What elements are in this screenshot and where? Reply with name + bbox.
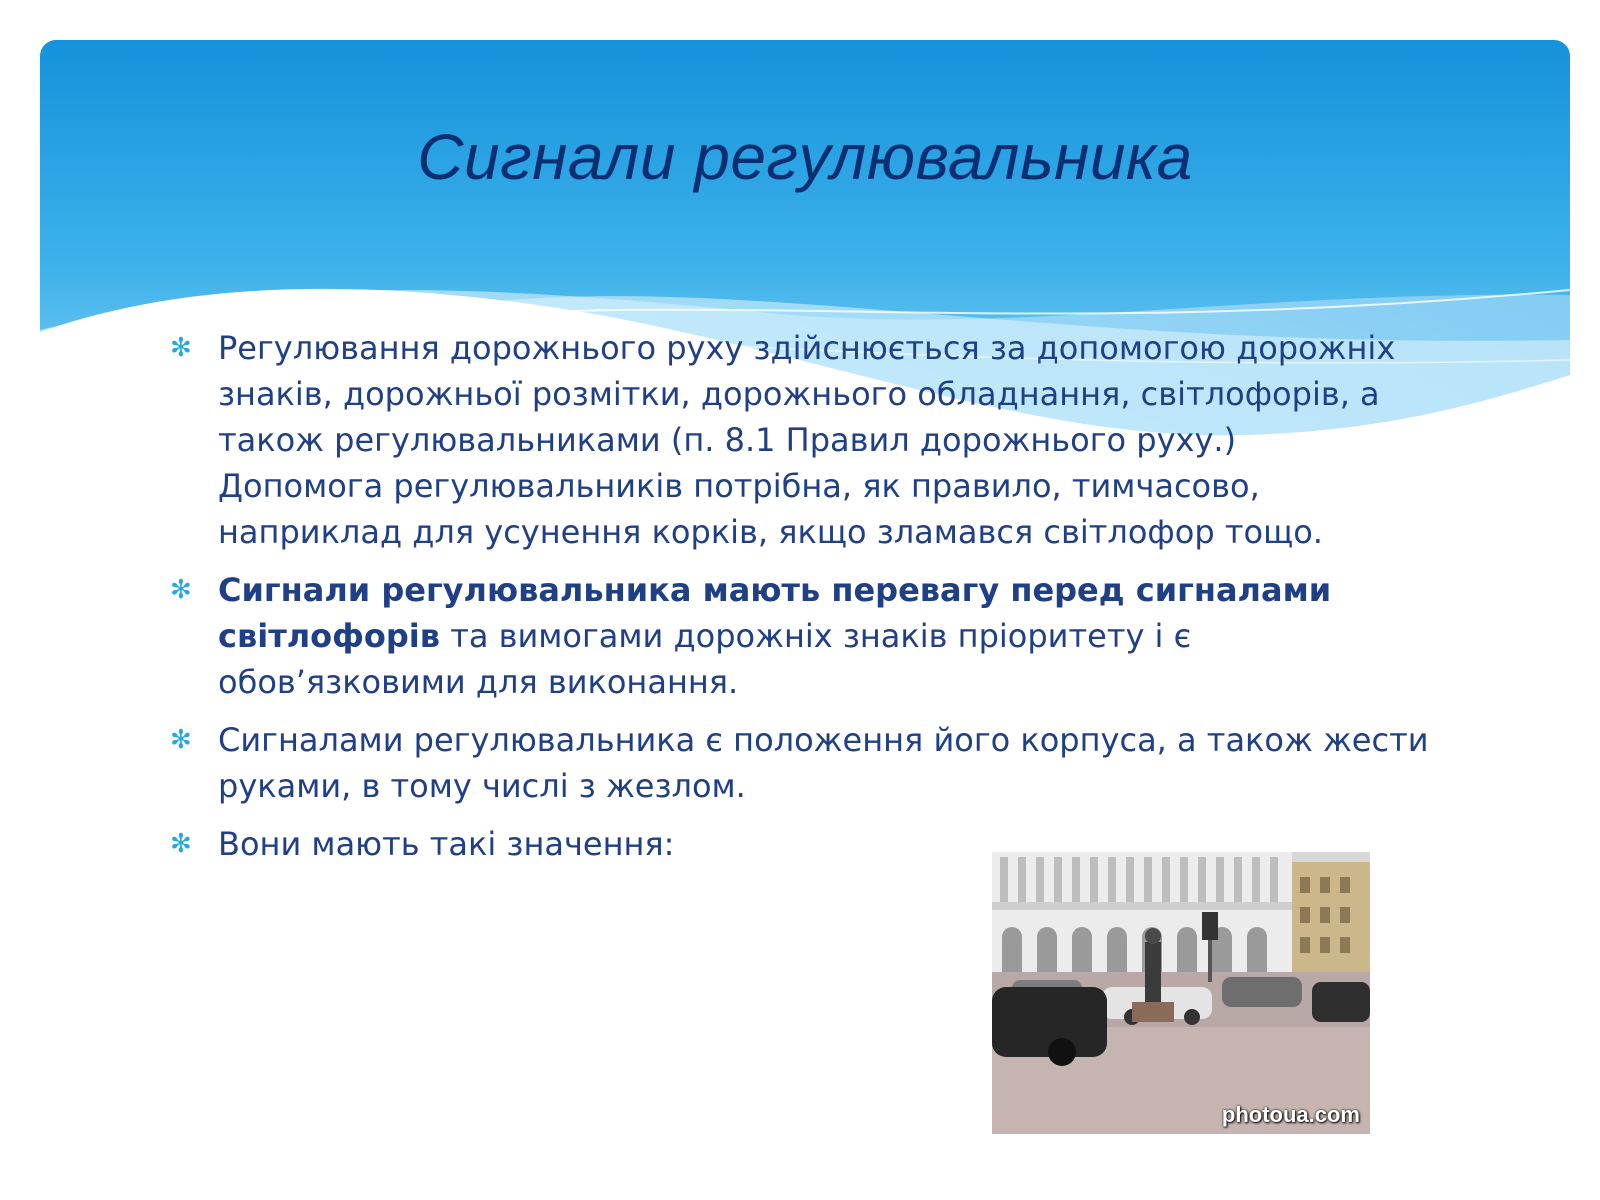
bullet-bold-text: Сигнали регулювальника мають перевагу перед сигналами світлофорів — [218, 571, 1332, 655]
asterisk-icon: ✻ — [170, 333, 192, 363]
bullet-text: Сигналами регулювальника є положення його корпуса, а також жести руками, в тому числі з жезлом. — [218, 721, 1429, 805]
list-item — [170, 717, 1430, 809]
asterisk-icon: ✻ — [170, 829, 192, 859]
photo-watermark: photoua.com — [1221, 1102, 1360, 1127]
list-item — [170, 325, 1430, 555]
street-scene-image — [992, 852, 1370, 1134]
list-item — [170, 567, 1430, 705]
traffic-controller-photo — [992, 852, 1370, 1134]
slide-title: Сигнали регулювальника — [417, 121, 1193, 193]
bullet-list — [170, 325, 1430, 879]
bullet-text-continuation: Допомога регулювальників потрібна, як правило, тимчасово, наприклад для усунення корків, якщо зламався світлофор тощо. — [218, 467, 1323, 551]
bullet-text: Регулювання дорожнього руху здійснюється за допомогою дорожніх знаків, дорожньої розмітки, дорожнього обладнання, світлофорів, а також регулювальниками (п. 8.1 Правил дорожнього руху.) — [218, 329, 1396, 459]
bullet-text: та вимогами дорожніх знаків пріоритету і є обов’язковими для виконання. — [218, 617, 1192, 701]
bullet-text: Вони мають такі значення: — [218, 825, 675, 863]
asterisk-icon: ✻ — [170, 725, 192, 755]
asterisk-icon: ✻ — [170, 575, 192, 605]
